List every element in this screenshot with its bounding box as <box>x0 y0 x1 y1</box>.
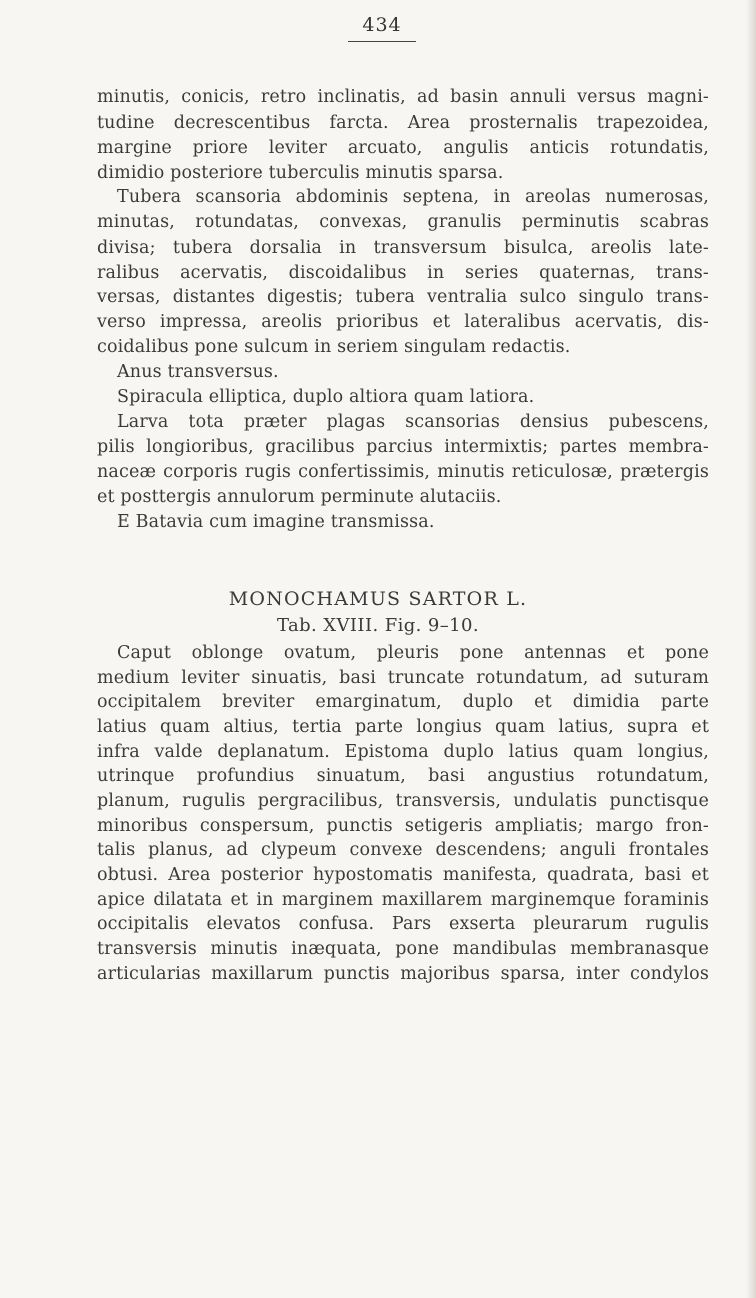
text-line: versas, distantes digestis; tubera ventralia sulco singulo trans- <box>97 287 709 307</box>
page-number: 434 <box>362 14 402 36</box>
page-edge-shadow <box>746 0 756 1298</box>
text-line: divisa; tubera dorsalia in transversum bisulca, areolis late- <box>97 238 709 258</box>
text-line: occipitalem breviter emarginatum, duplo et dimidia parte <box>97 692 709 712</box>
text-line: pilis longioribus, gracilibus parcius intermixtis; partes membra- <box>97 437 709 457</box>
text-line: planum, rugulis pergracilibus, transversis, undulatis punctisque <box>97 791 709 811</box>
text-line: obtusi. Area posterior hypostomatis manifesta, quadrata, basi et <box>97 865 709 885</box>
text-line: medium leviter sinuatis, basi truncate rotundatum, ad suturam <box>97 668 709 688</box>
section-subtitle: Tab. XVIII. Fig. 9–10. <box>277 615 479 636</box>
text-line: et posttergis annulorum perminute alutaciis. <box>97 487 502 507</box>
text-line: apice dilatata et in marginem maxillarem marginemque foraminis <box>97 890 709 910</box>
text-line: utrinque profundius sinuatum, basi angustius rotundatum, <box>97 766 709 786</box>
text-line: minutas, rotundatas, convexas, granulis perminutis scabras <box>97 212 709 232</box>
section-title: MONOCHAMUS SARTOR L. <box>228 588 528 610</box>
text-line: latius quam altius, tertia parte longius quam latius, supra et <box>97 717 709 737</box>
text-line: minoribus conspersum, punctis setigeris ampliatis; margo fron- <box>97 816 709 836</box>
text-line: dimidio posteriore tuberculis minutis sparsa. <box>97 163 504 183</box>
text-line: minutis, conicis, retro inclinatis, ad basin annuli versus magni- <box>97 87 709 107</box>
text-line: Caput oblonge ovatum, pleuris pone antennas et pone <box>117 643 709 663</box>
text-line: Tubera scansoria abdominis septena, in areolas numerosas, <box>117 187 709 207</box>
text-line: E Batavia cum imagine transmissa. <box>117 512 435 532</box>
text-line: tudine decrescentibus farcta. Area prosternalis trapezoidea, <box>97 113 709 133</box>
text-line: transversis minutis inæquata, pone mandibulas membranasque <box>97 939 709 959</box>
text-line: Spiracula elliptica, duplo altiora quam latiora. <box>117 387 535 407</box>
text-line: articularias maxillarum punctis majoribus sparsa, inter condylos <box>97 964 709 984</box>
text-line: Anus transversus. <box>117 362 279 382</box>
text-line: verso impressa, areolis prioribus et lateralibus acervatis, dis- <box>97 312 709 332</box>
text-line: talis planus, ad clypeum convexe descendens; anguli frontales <box>97 840 709 860</box>
text-line: margine priore leviter arcuato, angulis anticis rotundatis, <box>97 138 709 158</box>
text-line: naceæ corporis rugis confertissimis, minutis reticulosæ, prætergis <box>97 462 709 482</box>
text-line: Larva tota præter plagas scansorias densius pubescens, <box>117 412 709 432</box>
text-line: ralibus acervatis, discoidalibus in series quaternas, trans- <box>97 263 709 283</box>
text-line: coidalibus pone sulcum in seriem singulam redactis. <box>97 337 571 357</box>
page-number-rule <box>348 41 416 42</box>
text-line: infra valde deplanatum. Epistoma duplo latius quam longius, <box>97 742 709 762</box>
text-line: occipitalis elevatos confusa. Pars exserta pleurarum rugulis <box>97 914 709 934</box>
